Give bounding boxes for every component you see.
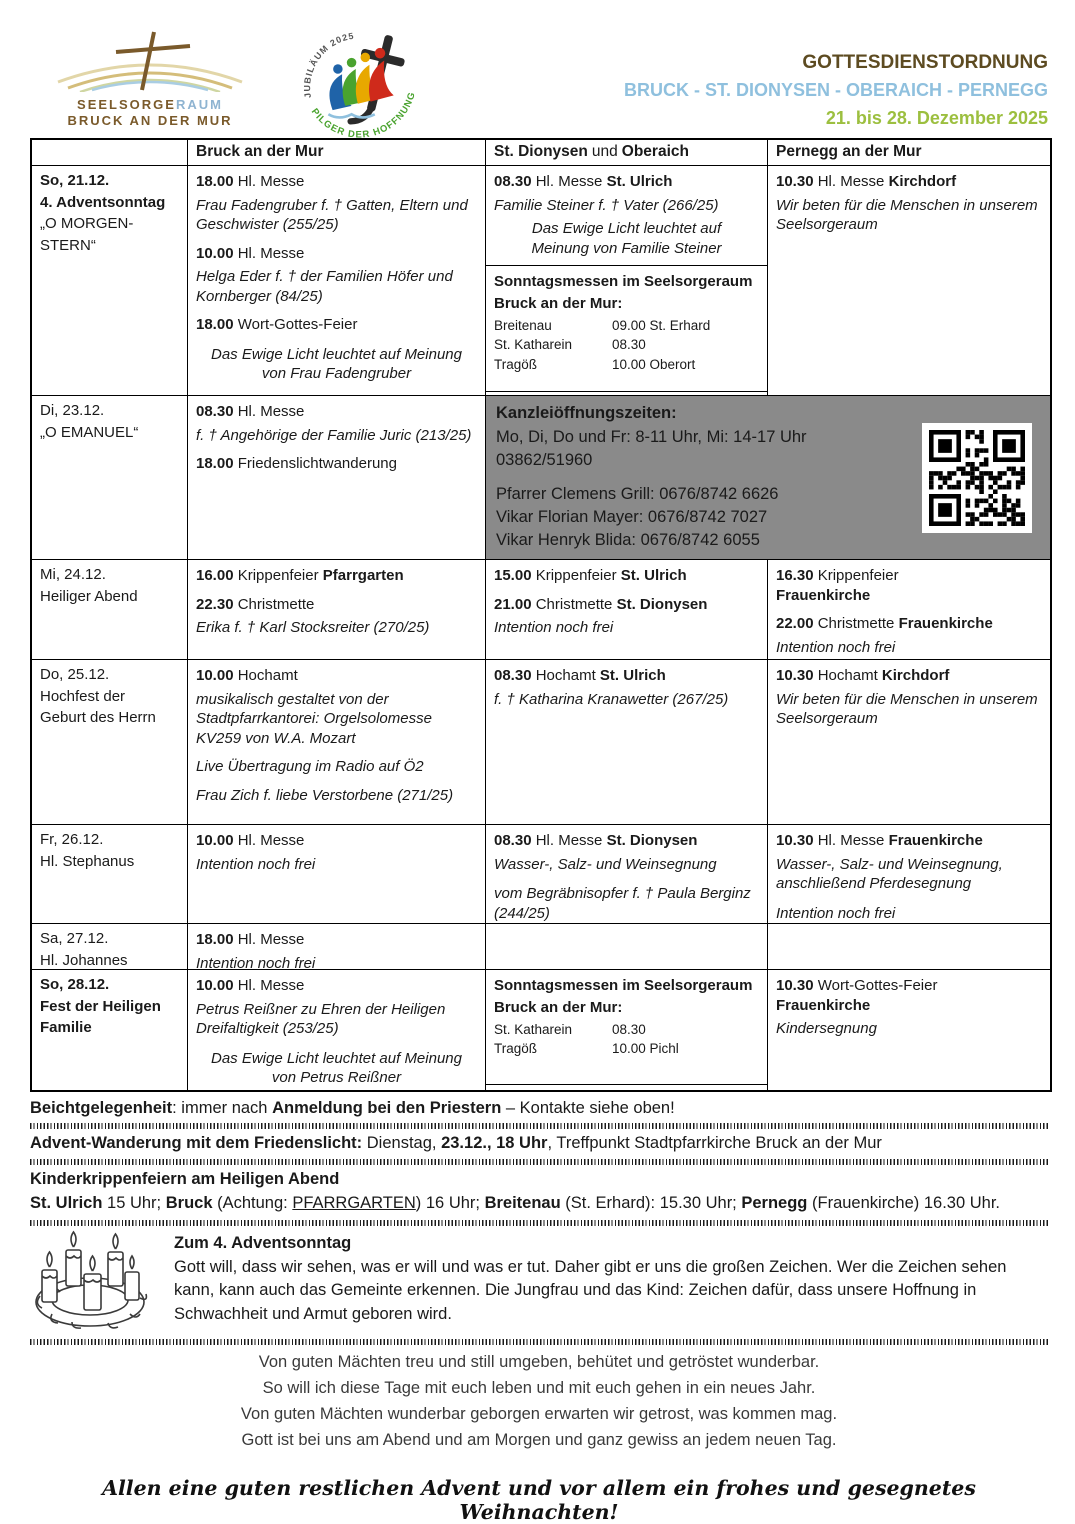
service-time: 08.30 bbox=[494, 832, 532, 849]
krippen-text: (St. Erhard): 15.30 Uhr; bbox=[565, 1194, 737, 1213]
service-time: 18.00 bbox=[196, 455, 234, 472]
service-name: Wort-Gottes-Feier bbox=[237, 316, 358, 333]
contact-vikar-2: Vikar Henryk Blida: 0676/8742 6055 bbox=[496, 531, 760, 550]
service-name: Hl. Messe bbox=[535, 832, 603, 849]
service-entry bbox=[196, 930, 477, 950]
pernegg-cell bbox=[767, 824, 1050, 923]
blessing-note: Wasser-, Salz- und Weinsegnung, anschließend Pferdesegnung bbox=[776, 855, 1003, 892]
sonntagsmesse-row bbox=[494, 1040, 759, 1058]
date-line: So, 21.12. bbox=[40, 172, 110, 189]
dionysen-service-box bbox=[486, 166, 767, 266]
friedenslicht-note bbox=[30, 1133, 1048, 1154]
intention: musikalisch gestaltet von der Stadtpfarrkantorei: Orgelsolomesse KV259 von W.A. Mozart bbox=[196, 690, 432, 747]
intention: Familie Steiner f. † Vater (266/25) bbox=[494, 196, 719, 214]
wanderung-datetime: 23.12., 18 Uhr bbox=[441, 1134, 548, 1153]
col-label: Bruck an der Mur bbox=[196, 143, 324, 161]
kanzlei-info-box bbox=[485, 395, 1050, 559]
service-name: Hochamt bbox=[817, 667, 878, 684]
schedule-table bbox=[30, 138, 1052, 1092]
advent-section bbox=[30, 1230, 1048, 1335]
page-title: GOTTESDIENSTORDNUNG bbox=[802, 52, 1048, 73]
time-place: 10.00 Pichl bbox=[612, 1041, 679, 1057]
service-entry bbox=[196, 315, 477, 335]
service-entry bbox=[196, 666, 477, 686]
date-line: Heiliger Abend bbox=[40, 587, 138, 605]
service-name: Friedenslichtwanderung bbox=[237, 455, 397, 472]
dionysen-cell bbox=[485, 969, 767, 1090]
place: St. Katharein bbox=[494, 1021, 573, 1037]
advent-body: Gott will, dass wir sehen, was er will und was er tut. Daher gibt er uns die großen Zeichen. Wer die Zeichen sehen kann, kann auch das Gemeinte erkennen. Die Jungfrau und das Kind: Zeichen dafür, dass unsere Hoffnung in Schwachheit und Armut geboren wird. bbox=[174, 1257, 1007, 1323]
date-cell bbox=[32, 165, 187, 395]
service-entry bbox=[196, 454, 477, 474]
poem-line: Von guten Mächten wunderbar geborgen erwarten wir getrost, was kommen mag. bbox=[240, 1405, 838, 1424]
header bbox=[30, 30, 1048, 141]
ewiges-licht-note: Das Ewige Licht leuchtet auf Meinung von Familie Steiner bbox=[531, 220, 722, 257]
place: Breitenau bbox=[494, 317, 552, 333]
header-bruck bbox=[187, 140, 485, 165]
service-name: Christmette bbox=[535, 595, 613, 613]
service-place: Frauenkirche bbox=[898, 615, 993, 632]
service-place: St. Ulrich bbox=[606, 173, 673, 190]
service-name: Hl. Messe bbox=[237, 977, 305, 994]
dotted-divider bbox=[30, 1339, 1048, 1345]
pernegg-cell bbox=[767, 969, 1050, 1090]
bruck-cell bbox=[187, 165, 485, 395]
place: Tragöß bbox=[494, 1041, 538, 1057]
service-time: 15.00 bbox=[494, 567, 532, 584]
dionysen-cell bbox=[485, 824, 767, 923]
pfarrgarten-underlined: PFARRGARTEN bbox=[292, 1194, 416, 1213]
advent-wreath-icon bbox=[30, 1230, 152, 1330]
service-entry bbox=[196, 831, 477, 851]
note-radio: Live Übertragung im Radio auf Ö2 bbox=[196, 758, 424, 775]
intention: vom Begräbnisopfer f. † Paula Berginz (244/25) bbox=[494, 885, 751, 922]
service-entry bbox=[776, 666, 1042, 686]
service-place: St. Ulrich bbox=[599, 667, 666, 684]
service-entry bbox=[494, 595, 759, 615]
intention: Wir beten für die Menschen in unserem Seelsorgeraum bbox=[776, 690, 1038, 727]
service-time: 10.30 bbox=[776, 977, 814, 994]
date-cell bbox=[32, 395, 187, 559]
sonntagsmesse-row bbox=[494, 336, 759, 354]
service-name: Christmette bbox=[817, 615, 895, 632]
intention: Wir beten für die Menschen in unserem Seelsorgeraum bbox=[776, 196, 1038, 233]
date-line: Di, 23.12. bbox=[40, 402, 105, 419]
service-time: 10.00 bbox=[196, 832, 234, 849]
advent-title: Zum 4. Adventsonntag bbox=[174, 1234, 352, 1253]
sonntagsmesse-row bbox=[494, 356, 759, 374]
pilger-der-hoffnung-icon bbox=[296, 30, 424, 148]
date-line: 4. Adventsonntag bbox=[40, 193, 166, 211]
service-entry bbox=[196, 976, 477, 996]
service-entry bbox=[776, 976, 1042, 1015]
intention: Intention noch frei bbox=[776, 904, 896, 922]
intention: f. † Katharina Kranawetter (267/25) bbox=[494, 690, 729, 708]
poem-line: Gott ist bei uns am Abend und am Morgen und ganz gewiss an jedem neuen Tag. bbox=[241, 1431, 837, 1450]
ewiges-licht-note: Das Ewige Licht leuchtet auf Meinung von Petrus Reißner bbox=[211, 1049, 462, 1086]
jubilaeum-logo bbox=[296, 30, 424, 153]
service-name: Hl. Messe bbox=[535, 173, 603, 190]
sonntagsmessen-box bbox=[486, 970, 767, 1085]
kanzlei-title: Kanzleiöffnungszeiten: bbox=[496, 404, 677, 423]
service-entry bbox=[776, 172, 1042, 192]
bruck-cell bbox=[187, 969, 485, 1090]
col-label: St. Dionysen bbox=[494, 143, 588, 161]
advent-text-block bbox=[174, 1230, 1048, 1335]
service-entry bbox=[776, 566, 1042, 605]
service-entry bbox=[494, 666, 759, 686]
service-entry bbox=[196, 402, 477, 422]
service-time: 16.30 bbox=[776, 567, 814, 584]
service-place: St. Dionysen bbox=[616, 595, 708, 613]
bruck-cell bbox=[187, 395, 485, 559]
date-cell bbox=[32, 969, 187, 1090]
col-label: Oberaich bbox=[621, 143, 689, 161]
service-name: Hl. Messe bbox=[237, 173, 305, 190]
logo-arc-bottom-text: PILGER DER HOFFNUNG bbox=[308, 90, 418, 141]
service-time: 22.00 bbox=[776, 615, 814, 632]
date-line: Hochfest der bbox=[40, 687, 126, 705]
service-name: Wort-Gottes-Feier bbox=[817, 977, 938, 994]
date-line: STERN“ bbox=[40, 236, 96, 254]
beicht-text: : immer nach bbox=[172, 1099, 268, 1117]
bruck-cell bbox=[187, 659, 485, 824]
krippen-text: (Achtung: bbox=[217, 1194, 288, 1213]
header-titles bbox=[424, 30, 1048, 133]
service-place: Pfarrgarten bbox=[322, 567, 404, 584]
date-line: Hl. Stephanus bbox=[40, 852, 135, 870]
krippen-text: (Frauenkirche) 16.30 Uhr. bbox=[812, 1194, 1001, 1213]
time-place: 10.00 Oberort bbox=[612, 356, 696, 372]
col-label-und: und bbox=[591, 143, 618, 161]
pernegg-cell bbox=[767, 165, 1050, 395]
logo-line2: BRUCK AN DER MUR bbox=[67, 113, 233, 129]
date-line: Sa, 27.12. bbox=[40, 930, 109, 947]
service-entry bbox=[494, 172, 759, 192]
service-time: 10.00 bbox=[196, 977, 234, 994]
place-bold: Pernegg bbox=[741, 1194, 808, 1213]
kanzlei-text bbox=[496, 402, 922, 553]
service-time: 08.30 bbox=[196, 403, 234, 420]
time-place: 09.00 St. Erhard bbox=[612, 317, 711, 333]
service-place: Frauenkirche bbox=[776, 586, 871, 604]
dionysen-cell bbox=[485, 559, 767, 659]
service-entry bbox=[776, 831, 1042, 851]
logo-word-seelsorge: SEELSORGE bbox=[77, 97, 176, 112]
date-line: Hl. Johannes bbox=[40, 951, 128, 969]
time-place: 08.30 bbox=[612, 1021, 646, 1037]
wanderung-text: Dienstag, bbox=[366, 1134, 437, 1153]
date-line: Do, 25.12. bbox=[40, 666, 110, 683]
header-empty-cell bbox=[32, 140, 187, 165]
service-name: Hl. Messe bbox=[237, 832, 305, 849]
place-bold: Bruck bbox=[165, 1194, 213, 1213]
sonntagsmessen-box bbox=[486, 266, 767, 392]
service-time: 18.00 bbox=[196, 173, 234, 190]
wanderung-text: , Treffpunkt Stadtpfarrkirche Bruck an der Mur bbox=[547, 1134, 882, 1153]
service-name: Hochamt bbox=[237, 667, 298, 684]
closing-greeting: Allen eine guten restlichen Advent und vor allem ein frohes und gesegnetes Weihnachten! bbox=[102, 1476, 976, 1524]
service-entry bbox=[494, 831, 759, 851]
service-entry bbox=[196, 566, 477, 586]
pernegg-cell bbox=[767, 559, 1050, 659]
logo-arc-top-text: JUBILÄUM 2025 bbox=[302, 30, 356, 99]
ewiges-licht-note: Das Ewige Licht leuchtet auf Meinung von Frau Fadengruber bbox=[211, 345, 462, 382]
sonntagsmesse-row bbox=[494, 1021, 759, 1039]
contact-vikar-1: Vikar Florian Mayer: 0676/8742 7027 bbox=[496, 507, 768, 526]
seelsorgeraum-logo bbox=[44, 30, 256, 130]
poem-line: Von guten Mächten treu und still umgeben, behütet und getröstet wunderbar. bbox=[258, 1353, 820, 1372]
beicht-bold: Anmeldung bei den Priestern bbox=[272, 1099, 502, 1117]
dotted-divider bbox=[30, 1123, 1048, 1129]
service-name: Hl. Messe bbox=[237, 931, 305, 948]
sonntagsmessen-title: Sonntagsmessen im Seelsorgeraum Bruck an der Mur: bbox=[494, 273, 753, 312]
qr-code-icon bbox=[929, 430, 1025, 526]
kinderkrippen-note bbox=[30, 1169, 1048, 1216]
service-name: Krippenfeier bbox=[817, 567, 899, 584]
poem-block bbox=[30, 1353, 1048, 1450]
beicht-text: – Kontakte siehe oben! bbox=[505, 1099, 675, 1117]
dionysen-cell bbox=[485, 659, 767, 824]
service-time: 22.30 bbox=[196, 595, 234, 613]
intention: Intention noch frei bbox=[196, 954, 316, 969]
date-line: Geburt des Herrn bbox=[40, 709, 156, 726]
service-time: 08.30 bbox=[494, 173, 532, 190]
bruck-cell bbox=[187, 923, 485, 969]
intention: Erika f. † Karl Stocksreiter (270/25) bbox=[196, 619, 430, 636]
service-entry bbox=[196, 244, 477, 264]
intention: Intention noch frei bbox=[494, 619, 614, 636]
service-entry bbox=[196, 595, 477, 615]
sonntagsmesse-row bbox=[494, 317, 759, 335]
date-line: „O EMANUEL“ bbox=[40, 423, 139, 441]
cross-arcs-icon bbox=[50, 30, 250, 92]
header-dionysen bbox=[485, 140, 767, 165]
service-entry bbox=[776, 614, 1042, 634]
date-range: 21. bis 28. Dezember 2025 bbox=[825, 108, 1048, 129]
service-place: Frauenkirche bbox=[888, 832, 983, 849]
place-bold: St. Ulrich bbox=[30, 1194, 103, 1213]
advent-wreath-image bbox=[30, 1230, 158, 1335]
time-place: 08.30 bbox=[612, 337, 646, 353]
service-place: St. Ulrich bbox=[620, 567, 687, 584]
service-time: 18.00 bbox=[196, 931, 234, 948]
date-cell bbox=[32, 824, 187, 923]
service-place: Kirchdorf bbox=[888, 173, 957, 190]
kanzlei-hours: Mo, Di, Do und Fr: 8-11 Uhr, Mi: 14-17 Uhr bbox=[496, 427, 807, 446]
service-time: 08.30 bbox=[494, 667, 532, 684]
service-time: 18.00 bbox=[196, 316, 234, 333]
service-name: Krippenfeier bbox=[237, 567, 319, 584]
date-line: Fest der Heiligen bbox=[40, 997, 161, 1015]
intention: f. † Angehörige der Familie Juric (213/25) bbox=[196, 426, 472, 444]
qr-code bbox=[922, 423, 1032, 533]
col-label: Pernegg an der Mur bbox=[776, 143, 922, 161]
service-name: Hochamt bbox=[535, 667, 596, 684]
krippen-text: 15 Uhr; bbox=[107, 1194, 162, 1213]
header-pernegg bbox=[767, 140, 1050, 165]
service-name: Hl. Messe bbox=[817, 173, 885, 190]
service-name: Hl. Messe bbox=[237, 403, 305, 420]
date-line: So, 28.12. bbox=[40, 976, 110, 993]
sonntagsmessen-title: Sonntagsmessen im Seelsorgeraum Bruck an der Mur: bbox=[494, 977, 753, 1016]
service-place: Kirchdorf bbox=[881, 667, 950, 684]
place: St. Katharein bbox=[494, 337, 573, 353]
date-line: „O MORGEN- bbox=[40, 215, 134, 232]
blessing-note: Kindersegnung bbox=[776, 1020, 877, 1037]
service-time: 10.30 bbox=[776, 832, 814, 849]
dotted-divider bbox=[30, 1220, 1048, 1226]
contact-pfarrer: Pfarrer Clemens Grill: 0676/8742 6626 bbox=[496, 484, 779, 503]
date-line: Familie bbox=[40, 1019, 92, 1036]
bruck-cell bbox=[187, 559, 485, 659]
service-time: 10.00 bbox=[196, 244, 234, 262]
bruck-cell bbox=[187, 824, 485, 923]
logo-word-raum: RAUM bbox=[175, 97, 223, 112]
wanderung-label: Advent-Wanderung mit dem Friedenslicht: bbox=[30, 1134, 363, 1153]
poem-line: So will ich diese Tage mit euch leben und mit euch gehen in ein neues Jahr. bbox=[262, 1379, 816, 1398]
service-name: Krippenfeier bbox=[535, 567, 617, 584]
service-place: Frauenkirche bbox=[776, 996, 871, 1014]
pernegg-cell bbox=[767, 659, 1050, 824]
logo-text bbox=[44, 97, 256, 130]
blessing-note: Wasser-, Salz- und Weinsegnung bbox=[494, 855, 717, 873]
service-time: 10.30 bbox=[776, 173, 814, 190]
beicht-note bbox=[30, 1098, 1048, 1119]
service-time: 16.00 bbox=[196, 567, 234, 584]
intention: Frau Zich f. liebe Verstorbene (271/25) bbox=[196, 786, 454, 804]
dionysen-cell-empty bbox=[485, 923, 767, 969]
intention: Intention noch frei bbox=[196, 855, 316, 873]
intention: Helga Eder f. † der Familien Höfer und Kornberger (84/25) bbox=[196, 268, 453, 305]
kanzlei-phone: 03862/51960 bbox=[496, 451, 593, 470]
date-cell bbox=[32, 923, 187, 969]
date-line: Fr, 26.12. bbox=[40, 831, 104, 848]
service-name: Hl. Messe bbox=[817, 832, 885, 849]
service-name: Hl. Messe bbox=[237, 244, 305, 262]
kinderkrippen-title: Kinderkrippenfeiern am Heiligen Abend bbox=[30, 1169, 340, 1188]
date-cell bbox=[32, 659, 187, 824]
place-bold: Breitenau bbox=[484, 1194, 561, 1213]
page-subtitle: BRUCK - ST. DIONYSEN - OBERAICH - PERNEGG bbox=[623, 80, 1048, 101]
intention: Frau Fadengruber f. † Gatten, Eltern und Geschwister (255/25) bbox=[196, 196, 468, 233]
service-entry bbox=[196, 172, 477, 192]
service-entry bbox=[494, 566, 759, 586]
intention: Petrus Reißner zu Ehren der Heiligen Dreifaltigkeit (253/25) bbox=[196, 1000, 446, 1037]
pernegg-cell-empty bbox=[767, 923, 1050, 969]
service-time: 10.30 bbox=[776, 667, 814, 684]
service-name: Christmette bbox=[237, 595, 315, 613]
service-time: 21.00 bbox=[494, 595, 532, 613]
intention: Intention noch frei bbox=[776, 638, 896, 656]
dotted-divider bbox=[30, 1159, 1048, 1165]
date-line: Mi, 24.12. bbox=[40, 566, 106, 583]
place: Tragöß bbox=[494, 356, 538, 372]
service-time: 10.00 bbox=[196, 667, 234, 684]
dionysen-cell bbox=[485, 165, 767, 395]
krippen-text: ) 16 Uhr; bbox=[415, 1194, 480, 1213]
date-cell bbox=[32, 559, 187, 659]
beicht-label: Beichtgelegenheit bbox=[30, 1099, 173, 1117]
service-place: St. Dionysen bbox=[606, 832, 698, 849]
